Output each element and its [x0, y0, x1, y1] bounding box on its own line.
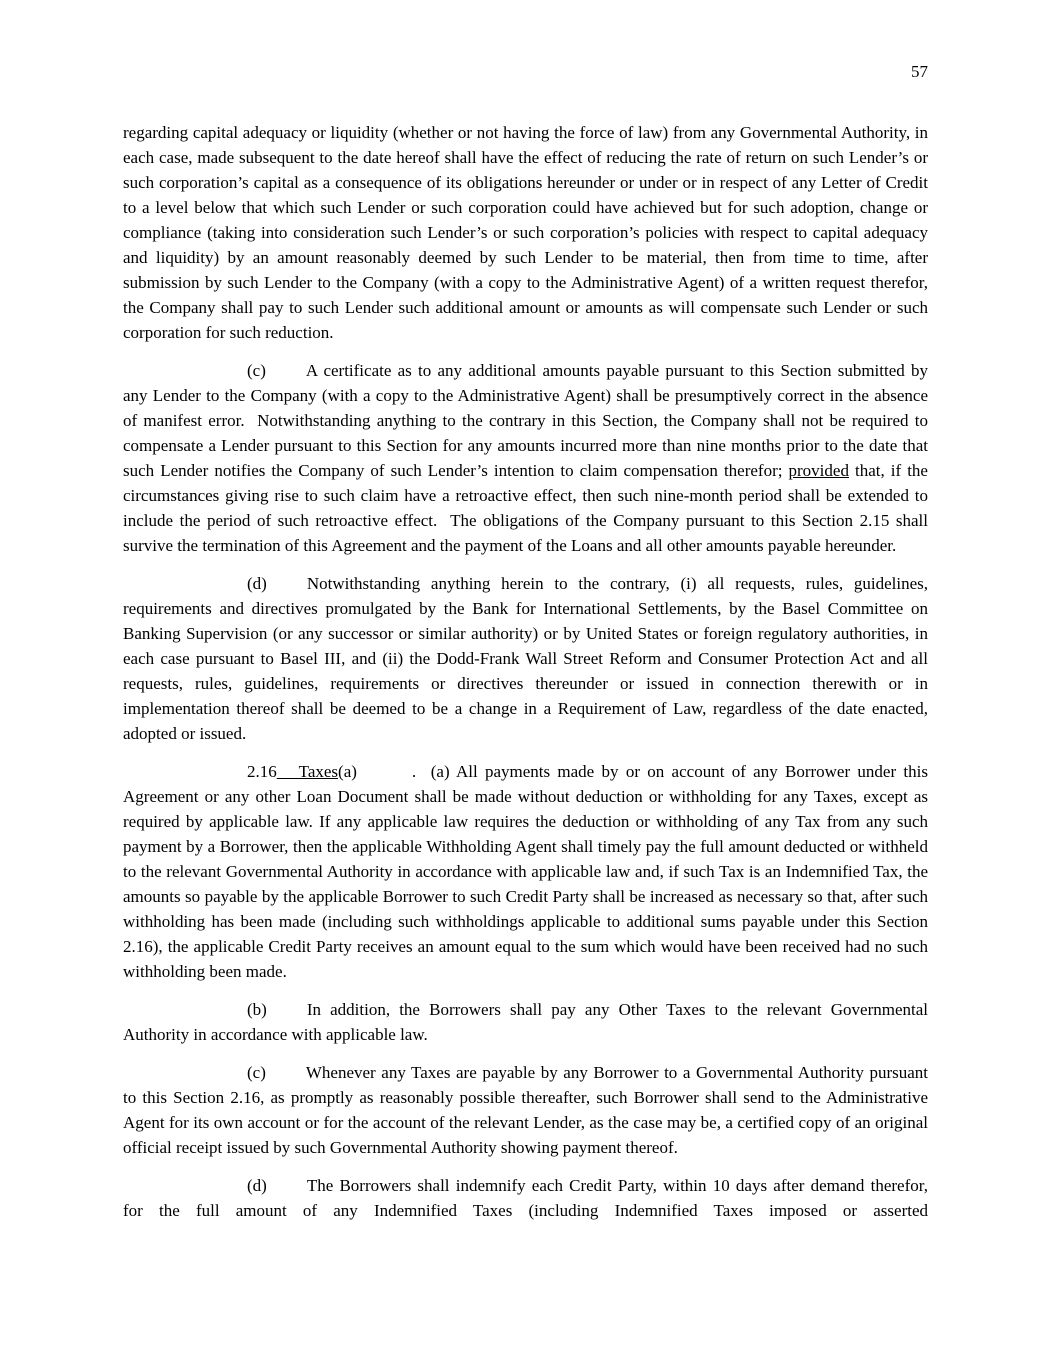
clause-text: In addition, the Borrowers shall pay any Other Taxes to the relevant Governmental Authority in accordance with applicable law. [123, 1000, 928, 1044]
clause-text: Whenever any Taxes are payable by any Borrower to a Governmental Authority pursuant to this Section 2.16, as promptly as reasonably possible thereafter, such Borrower shall send to the Administrative Agent for its own account or for the account of the relevant Lender, as the case may be, a certified copy of an original official receipt issued by such Governmental Authority showing payment thereof. [123, 1063, 928, 1157]
document-body [123, 120, 928, 1223]
clause-text: Notwithstanding anything herein to the contrary, (i) all requests, rules, guidelines, requirements and directives promulgated by the Bank for International Settlements, by the Basel Committee on Banking Supervision (or any successor or similar authority) or by United States or foreign regulatory authorities, in each case pursuant to Basel III, and (ii) the Dodd-Frank Wall Street Reform and Consumer Protection Act and all requests, rules, guidelines, requirements or directives thereunder or issued in connection therewith or in implementation thereof shall be deemed to be a change in a Requirement of Law, regardless of the date enacted, adopted or issued. [123, 574, 928, 743]
section-number: 2.16 [247, 762, 277, 781]
clause-label: (c) [247, 1063, 266, 1082]
clause-label: (d) [247, 1176, 267, 1195]
clause-text: The Borrowers shall indemnify each Credit Party, within 10 days after demand therefor, for the full amount of any Indemnified Taxes (including Indemnified Taxes imposed or asserted [123, 1176, 928, 1220]
paragraph-clause-c [123, 358, 928, 558]
clause-text: A certificate as to any additional amounts payable pursuant to this Section submitted by any Lender to the Company (with a copy to the Administrative Agent) shall be presumptively correct in the absence of manifest error. Notwithstanding anything to the contrary in this Section, the Company shall not be required to compensate a Lender pursuant to this Section for any amounts incurred more than nine months prior to the date that such Lender notifies the Company of such Lender’s intention to claim compensation therefor; [123, 361, 928, 480]
underlined-term-provided: provided [788, 461, 849, 480]
page-number: 57 [911, 62, 928, 81]
paragraph-clause-d [123, 571, 928, 746]
clause-label: (b) [247, 1000, 267, 1019]
clause-text: . (a) All payments made by or on account of any Borrower under this Agreement or any other Loan Document shall be made without deduction or withholding for any Taxes, except as required by applicable law. If any applicable law requires the deduction or withholding of any Tax from any such payment by a Borrower, then the applicable Withholding Agent shall timely pay the full amount deducted or withheld to the relevant Governmental Authority in accordance with applicable law and, if such Tax is an Indemnified Tax, the amounts so payable by the applicable Borrower to such Credit Party shall be increased as necessary so that, after such withholding has been made (including such withholdings applicable to additional sums payable under this Section 2.16), the applicable Credit Party receives an amount equal to the sum which would have been received had no such withholding been made. [123, 762, 928, 981]
paragraph-clause-c2 [123, 1060, 928, 1160]
clause-text: that, if the circumstances giving rise to such claim have a retroactive effect, then such nine-month period shall be extended to include the period of such retroactive effect. The obligations of the Company pursuant to this Section 2.15 shall survive the termination of this Agreement and the payment of the Loans and all other amounts payable hereunder. [123, 461, 928, 555]
paragraph-clause-d2 [123, 1173, 928, 1223]
paragraph-section-2-16-taxes [123, 759, 928, 984]
subclause-label: (a) [338, 762, 357, 781]
clause-label: (d) [247, 574, 267, 593]
clause-label: (c) [247, 361, 266, 380]
paragraph-continuation: regarding capital adequacy or liquidity (whether or not having the force of law) from any Governmental Authority, in each case, made subsequent to the date hereof shall have the effect of reducing the rate of return on such Lender’s or such corporation’s capital as a consequence of its obligations hereunder or under or in respect of any Letter of Credit to a level below that which such Lender or such corporation could have achieved but for such adoption, change or compliance (taking into consideration such Lender’s or such corporation’s policies with respect to capital adequacy and liquidity) by an amount reasonably deemed by such Lender to be material, then from time to time, after submission by such Lender to the Company (with a copy to the Administrative Agent) of a written request therefor, the Company shall pay to such Lender such additional amount or amounts as will compensate such Lender or such corporation for such reduction. [123, 123, 928, 342]
paragraph-clause-b [123, 997, 928, 1047]
section-heading-taxes: Taxes [276, 762, 339, 781]
